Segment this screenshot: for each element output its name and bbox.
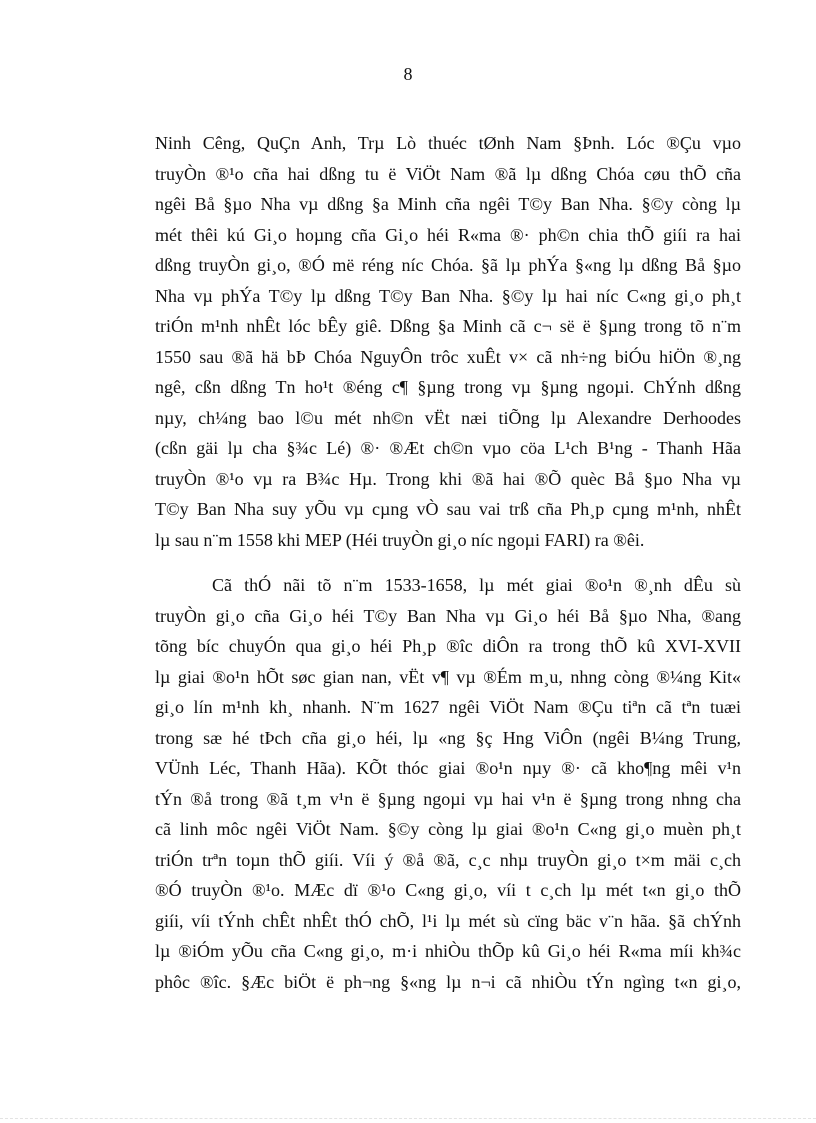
page-number: 8 xyxy=(403,64,413,84)
text-line: tõng bíc chuyÓn qua gi¸o héi Ph¸p ®îc diÔn ra trong thÕ kû XVI-XVII xyxy=(155,636,741,656)
text-line: truyÒn gi¸o cña Gi¸o héi T©y Ban Nha vµ Gi¸o héi Bå §µo Nha, ®ang xyxy=(155,605,741,626)
text-line: truyÒn ®¹o cña hai dßng tu ë ViÖt Nam ®ã lµ dßng Chóa cøu thÕ cña xyxy=(155,163,741,184)
text-line: tÝn ®å trong ®ã t¸m v¹n ë §µng ngoµi vµ hai v¹n ë §µng trong nhng cha xyxy=(155,788,741,809)
text-line: 1550 sau ®ã hä bÞ Chóa NguyÔn trôc xuÊt v× cã nh÷ng biÓu hiÖn ®¸ng xyxy=(155,346,741,367)
paragraph-1 xyxy=(155,128,741,555)
text-line: triÓn trªn toµn thÕ giíi. Víi ý ®å ®ã, c¸c nhµ truyÒn gi¸o t×m mäi c¸ch xyxy=(155,849,741,870)
body-text xyxy=(155,128,741,997)
text-line: (cßn gäi lµ cha §¾c Lé) ®· ®Æt ch©n vµo cöa L¹ch B¹ng - Thanh Hãa xyxy=(155,438,741,458)
text-line: ngê, cßn dßng Tn ho¹t ®éng c¶ §µng trong vµ §µng ngoµi. ChÝnh dßng xyxy=(155,377,741,397)
text-line: lµ sau n¨m 1558 khi MEP (Héi truyÒn gi¸o níc ngoµi FARI) ra ®êi. xyxy=(155,529,645,550)
text-line: ®Ó truyÒn ®¹o. MÆc dï ®¹o C«ng gi¸o, víi t c¸ch lµ mét t«n gi¸o thÕ xyxy=(155,880,741,900)
text-line: lµ ®iÓm yÕu cña C«ng gi¸o, m·i nhiÒu thÕp kû Gi¸o héi R«ma míi kh¾c xyxy=(155,941,741,961)
text-line: Nha vµ phÝa T©y lµ dßng T©y Ban Nha. §©y lµ hai níc C«ng gi¸o ph¸t xyxy=(155,285,741,306)
text-line: Ninh Cêng, QuÇn Anh, Trµ Lò thuéc tØnh Nam §Þnh. Lóc ®Çu vµo xyxy=(155,133,741,153)
text-line: truyÒn ®¹o vµ ra B¾c Hµ. Trong khi ®ã hai ®Õ quèc Bå §µo Nha vµ xyxy=(155,468,741,489)
text-line: giíi, víi tÝnh chÊt nhÊt thÓ chÕ, l¹i lµ mét sù cïng bäc v¨n hãa. §ã chÝnh xyxy=(155,910,741,931)
text-line: lµ giai ®o¹n hÕt søc gian nan, vËt v¶ vµ ®Ém m¸u, nhng còng ®¼ng Kit« xyxy=(155,666,741,687)
text-line: dßng truyÒn gi¸o, ®Ó më réng níc Chóa. §ã lµ phÝa §«ng lµ dßng Bå §µo xyxy=(155,255,741,275)
text-line: mét thêi kú Gi¸o hoµng cña Gi¸o héi R«ma ®· ph©n chia thÕ giíi ra hai xyxy=(155,224,741,245)
text-line: nµy, ch¼ng bao l©u mét nh©n vËt næi tiÕng lµ Alexandre Derhoodes xyxy=(155,407,741,428)
text-line: ngêi Bå §µo Nha vµ dßng §a Minh cña ngêi T©y Ban Nha. §©y còng lµ xyxy=(155,194,741,214)
text-line: triÓn m¹nh nhÊt lóc bÊy giê. Dßng §a Minh cã c¬ së ë §µng trong tõ n¨m xyxy=(155,316,741,336)
text-line: T©y Ban Nha suy yÕu vµ cµng vÒ sau vai trß cña Ph¸p cµng m¹nh, nhÊt xyxy=(155,499,741,519)
text-line: trong sæ hé tÞch cña gi¸o héi, lµ «ng §ç Hng ViÔn (ngêi B¼ng Trung, xyxy=(155,727,741,748)
text-line: VÜnh Léc, Thanh Hãa). KÕt thóc giai ®o¹n nµy ®· cã kho¶ng mêi v¹n xyxy=(155,758,741,778)
paragraph-2 xyxy=(155,570,741,997)
text-line: Cã thÓ nãi tõ n¨m 1533-1658, lµ mét giai ®o¹n ®¸nh dÊu sù xyxy=(212,575,741,595)
text-line: phôc ®îc. §Æc biÖt ë ph¬ng §«ng lµ n¬i cã nhiÒu tÝn ngìng t«n gi¸o, xyxy=(155,971,741,992)
page-bottom-divider xyxy=(0,1118,816,1119)
text-line: gi¸o lín m¹nh kh¸ nhanh. N¨m 1627 ngêi ViÖt Nam ®Çu tiªn cã tªn tuæi xyxy=(155,697,741,717)
text-line: cã linh môc ngêi ViÖt Nam. §©y còng lµ giai ®o¹n C«ng gi¸o muèn ph¸t xyxy=(155,819,741,839)
paragraph-gap xyxy=(155,555,741,570)
